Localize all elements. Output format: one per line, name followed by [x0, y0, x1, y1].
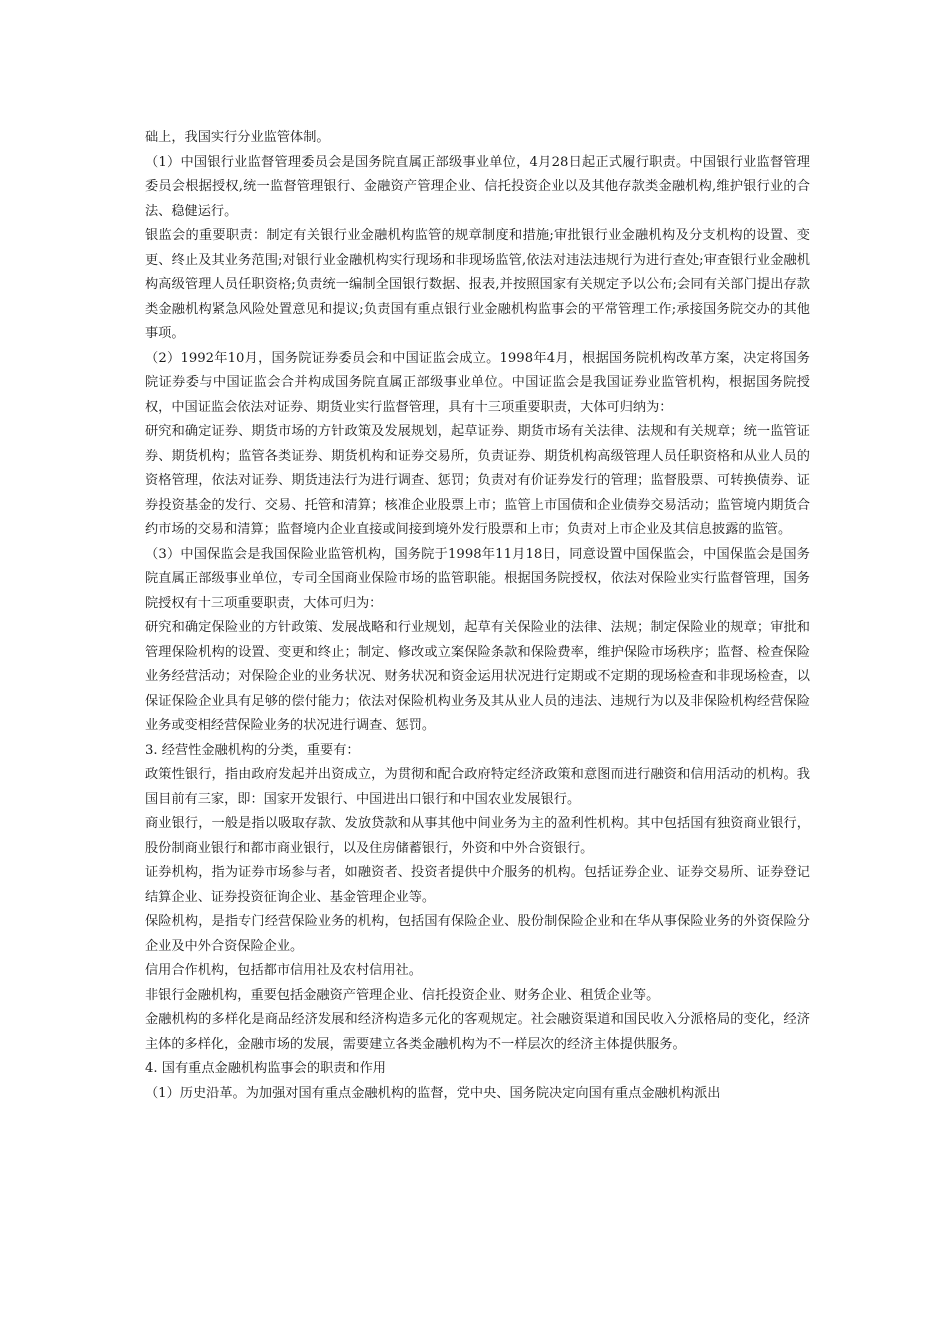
document-body — [145, 126, 810, 1106]
paragraph: 商业银行，一般是指以吸取存款、发放贷款和从事其他中间业务为主的盈利性机构。其中包括国有独资商业银行，股份制商业银行和都市商业银行，以及住房储蓄银行，外资和中外合资银行。 — [145, 816, 810, 856]
section-heading: 4. 国有重点金融机构监事会的职责和作用 — [145, 1061, 386, 1076]
paragraph: （2）1992年10月，国务院证券委员会和中国证监会成立。1998年4月，根据国务院机构改革方案，决定将国务院证券委与中国证监会合并构成国务院直属正部级事业单位。中国证监会是我国证券业监管机构，根据国务院授权，中国证监会依法对证券、期货业实行监督管理，具有十三项重要职责，大体可归纳为： — [145, 350, 810, 415]
paragraph: 研究和确定证券、期货市场的方针政策及发展规划，起草证券、期货市场有关法律、法规和有关规章；统一监管证券、期货机构；监管各类证券、期货机构和证券交易所，负责证券、期货机构高级管理人员任职资格和从业人员的资格管理，依法对证券、期货违法行为进行调查、惩罚；负责对有价证券发行的管理；监督股票、可转换债券、证券投资基金的发行、交易、托管和清算；核准企业股票上市；监管上市国债和企业债券交易活动；监管境内期货合约市场的交易和清算；监督境内企业直接或间接到境外发行股票和上市；负责对上市企业及其信息披露的监管。 — [145, 424, 810, 537]
paragraph: 证券机构，指为证券市场参与者，如融资者、投资者提供中介服务的机构。包括证券企业、证券交易所、证券登记结算企业、证券投资征询企业、基金管理企业等。 — [145, 865, 810, 905]
paragraph: 金融机构的多样化是商品经济发展和经济构造多元化的客观规定。社会融资渠道和国民收入分派格局的变化，经济主体的多样化，金融市场的发展，需要建立各类金融机构为不一样层次的经济主体提供服务。 — [145, 1012, 810, 1052]
paragraph: （1）历史沿革。为加强对国有重点金融机构的监督，党中央、国务院决定向国有重点金融机构派出 — [145, 1085, 721, 1101]
section-heading: 3. 经营性金融机构的分类，重要有： — [145, 742, 360, 758]
paragraph: 础上，我国实行分业监管体制。 — [145, 130, 330, 145]
paragraph: （1）中国银行业监督管理委员会是国务院直属正部级事业单位，4月28日起正式履行职责。中国银行业监督管理委员会根据授权,统一监督管理银行、金融资产管理企业、信托投资企业以及其他存款类金融机构,维护银行业的合法、稳健运行。 — [145, 154, 810, 219]
paragraph: 政策性银行，指由政府发起并出资成立，为贯彻和配合政府特定经济政策和意图而进行融资和信用活动的机构。我国目前有三家，即：国家开发银行、中国进出口银行和中国农业发展银行。 — [145, 767, 810, 807]
paragraph: （3）中国保监会是我国保险业监管机构，国务院于1998年11月18日，同意设置中国保监会，中国保监会是国务院直属正部级事业单位，专司全国商业保险市场的监管职能。根据国务院授权，依法对保险业实行监督管理，国务院授权有十三项重要职责，大体可归为： — [145, 546, 810, 611]
paragraph: 银监会的重要职责：制定有关银行业金融机构监管的规章制度和措施;审批银行业金融机构及分支机构的设置、变更、终止及其业务范围;对银行业金融机构实行现场和非现场监管,依法对违法违规行为进行查处;审查银行业金融机构高级管理人员任职资格;负责统一编制全国银行数据、报表,并按照国家有关规定予以公布;会同有关部门提出存款类金融机构紧急风险处置意见和提议;负责国有重点银行业金融机构监事会的平常管理工作;承接国务院交办的其他事项。 — [145, 228, 810, 341]
paragraph: 研究和确定保险业的方针政策、发展战略和行业规划，起草有关保险业的法律、法规；制定保险业的规章；审批和管理保险机构的设置、变更和终止；制定、修改或立案保险条款和保险费率，维护保险市场秩序；监督、检查保险业务经营活动；对保险企业的业务状况、财务状况和资金运用状况进行定期或不定期的现场检查和非现场检查，以保证保险企业具有足够的偿付能力；依法对保险机构业务及其从业人员的违法、违规行为以及非保险机构经营保险业务或变相经营保险业务的状况进行调查、惩罚。 — [145, 620, 810, 733]
paragraph: 非银行金融机构，重要包括金融资产管理企业、信托投资企业、财务企业、租赁企业等。 — [145, 987, 660, 1003]
paragraph: 信用合作机构，包括都市信用社及农村信用社。 — [145, 963, 422, 978]
paragraph: 保险机构，是指专门经营保险业务的机构，包括国有保险企业、股份制保险企业和在华从事保险业务的外资保险分企业及中外合资保险企业。 — [145, 914, 810, 954]
